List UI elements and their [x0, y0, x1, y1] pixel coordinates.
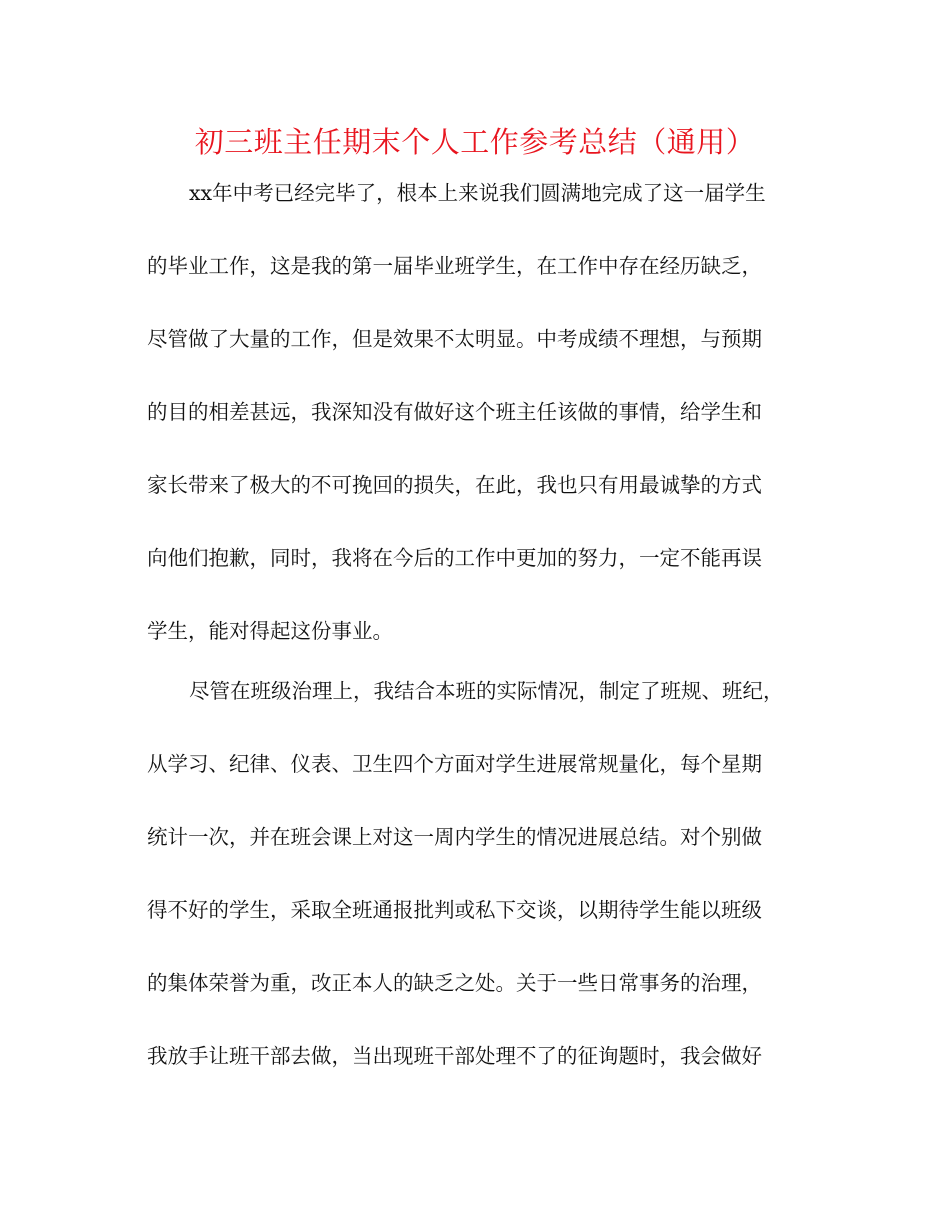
paragraph-1-line-7: 学生，能对得起这份事业。 [147, 619, 393, 643]
paragraph-2-line-3: 统计一次，并在班会课上对这一周内学生的情况进展总结。对个别做 [147, 825, 762, 849]
paragraph-2-line-2: 从学习、纪律、仪表、卫生四个方面对学生进展常规量化，每个星期 [147, 752, 762, 776]
paragraph-1-line-6: 向他们抱歉，同时，我将在今后的工作中更加的努力，一定不能再误 [147, 546, 762, 570]
paragraph-1-line-2: 的毕业工作，这是我的第一届毕业班学生，在工作中存在经历缺乏， [147, 254, 762, 278]
paragraph-1-line-4: 的目的相差甚远，我深知没有做好这个班主任该做的事情，给学生和 [147, 400, 762, 424]
document-title: 初三班主任期末个人工作参考总结（通用） [194, 125, 756, 159]
paragraph-2-line-5: 的集体荣誉为重，改正本人的缺乏之处。关于一些日常事务的治理， [147, 971, 762, 995]
paragraph-1-line-1: xx年中考已经完毕了，根本上来说我们圆满地完成了这一届学生 [189, 181, 766, 205]
paragraph-1-line-5: 家长带来了极大的不可挽回的损失，在此，我也只有用最诚挚的方式 [147, 473, 762, 497]
paragraph-2-line-6: 我放手让班干部去做，当出现班干部处理不了的征询题时，我会做好 [147, 1044, 762, 1068]
paragraph-2-line-1: 尽管在班级治理上，我结合本班的实际情况，制定了班规、班纪， [189, 679, 784, 703]
paragraph-1-line-3: 尽管做了大量的工作，但是效果不太明显。中考成绩不理想，与预期 [147, 327, 762, 351]
paragraph-2-line-4: 得不好的学生，采取全班通报批判或私下交谈，以期待学生能以班级 [147, 898, 762, 922]
